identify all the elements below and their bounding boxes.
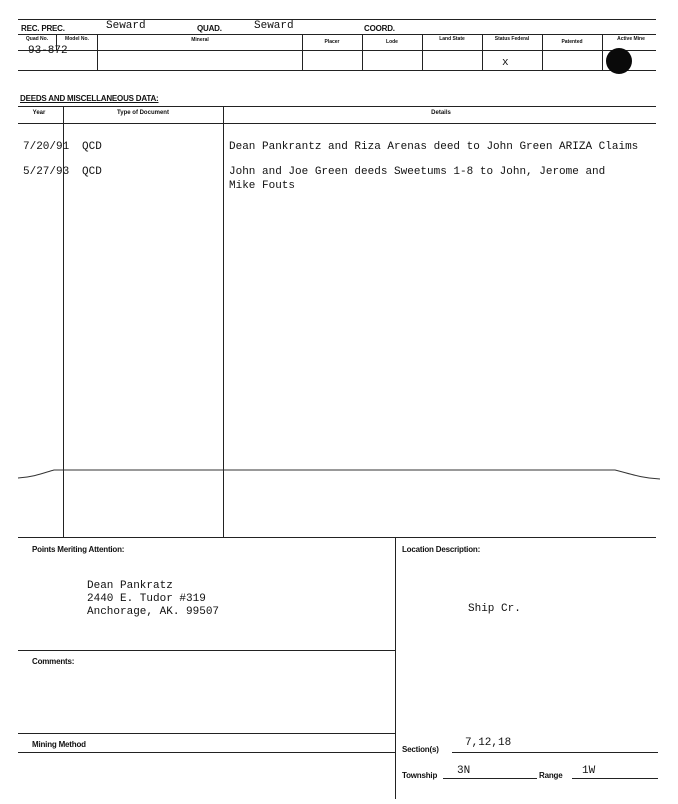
township-value: 3N [457,765,471,777]
col-quad-no: Quad No. [25,36,49,42]
deed-type: QCD [82,166,102,178]
points-line-1: Dean Pankratz [87,580,173,592]
deed-details: John and Joe Green deeds Sweetums 1-8 to John, Jerome and [229,166,606,178]
quad-label: QUAD. [197,24,222,33]
range-label: Range [539,771,563,780]
section-value: 7,12,18 [465,737,512,749]
section-underline [452,752,658,753]
township-label: Township [402,771,438,780]
location-label: Location Description: [402,545,481,554]
mining-method-label: Mining Method [32,740,86,749]
col-lode: Lode [386,39,398,45]
deeds-section-title: DEEDS AND MISCELLANEOUS DATA: [20,94,159,103]
header-bottom-rule [18,34,656,35]
grid-vline-5 [422,34,423,70]
mining-bottom-rule [18,752,395,753]
grid-vline-7 [542,34,543,70]
deeds-col-details: Details [431,110,451,116]
rec-prec-label: REC. PREC. [21,24,65,33]
deeds-top-rule [18,106,656,107]
deed-year: 5/27/93 [23,166,70,178]
col-placer: Placer [324,39,340,45]
grid-vline-6 [482,34,483,70]
range-value: 1W [582,765,596,777]
deeds-col-type: Type of Document [117,110,169,116]
record-quad-no: 93-872 [28,45,68,57]
col-model-no: Model No. [65,36,89,42]
deed-details: Dean Pankrantz and Riza Arenas deed to John Green ARIZA Claims [229,141,639,153]
col-active-mine: Active Mine [617,36,645,42]
section-label: Section(s) [402,745,439,754]
grid-vline-3 [302,34,303,70]
comments-label: Comments: [32,657,75,666]
deeds-col-year: Year [32,110,46,116]
active-mine-dot [606,48,632,74]
coord-label: COORD. [364,24,395,33]
deeds-header-rule [18,123,656,124]
deeds-bottom-rule [18,537,656,538]
points-line-2: 2440 E. Tudor #319 [87,593,206,605]
comments-rule [18,650,395,651]
grid-vline-8 [602,34,603,70]
col-land-state: Land State [439,36,465,42]
points-line-3: Anchorage, AK. 99507 [87,606,220,618]
fold-crease-mark [0,455,678,485]
grid-vline-4 [362,34,363,70]
deed-type: QCD [82,141,102,153]
col-header-rule [18,50,656,51]
township-underline [443,778,537,779]
rec-prec-value: Seward [106,20,146,32]
points-label: Points Meriting Attention: [32,545,125,554]
col-status-federal: Status Federal [494,36,530,42]
deed-year: 7/20/91 [23,141,70,153]
quad-value: Seward [254,20,294,32]
col-mineral: Mineral [191,37,209,43]
grid-vline-2 [97,34,98,70]
record-bottom-rule [18,70,656,71]
deed-details-continued: Mike Fouts [229,180,296,192]
mining-rule [18,733,395,734]
col-patented: Patented [561,39,583,45]
location-value: Ship Cr. [468,603,521,615]
range-underline [572,778,658,779]
lower-vline [395,537,396,799]
record-status-federal-mark: x [502,57,509,69]
